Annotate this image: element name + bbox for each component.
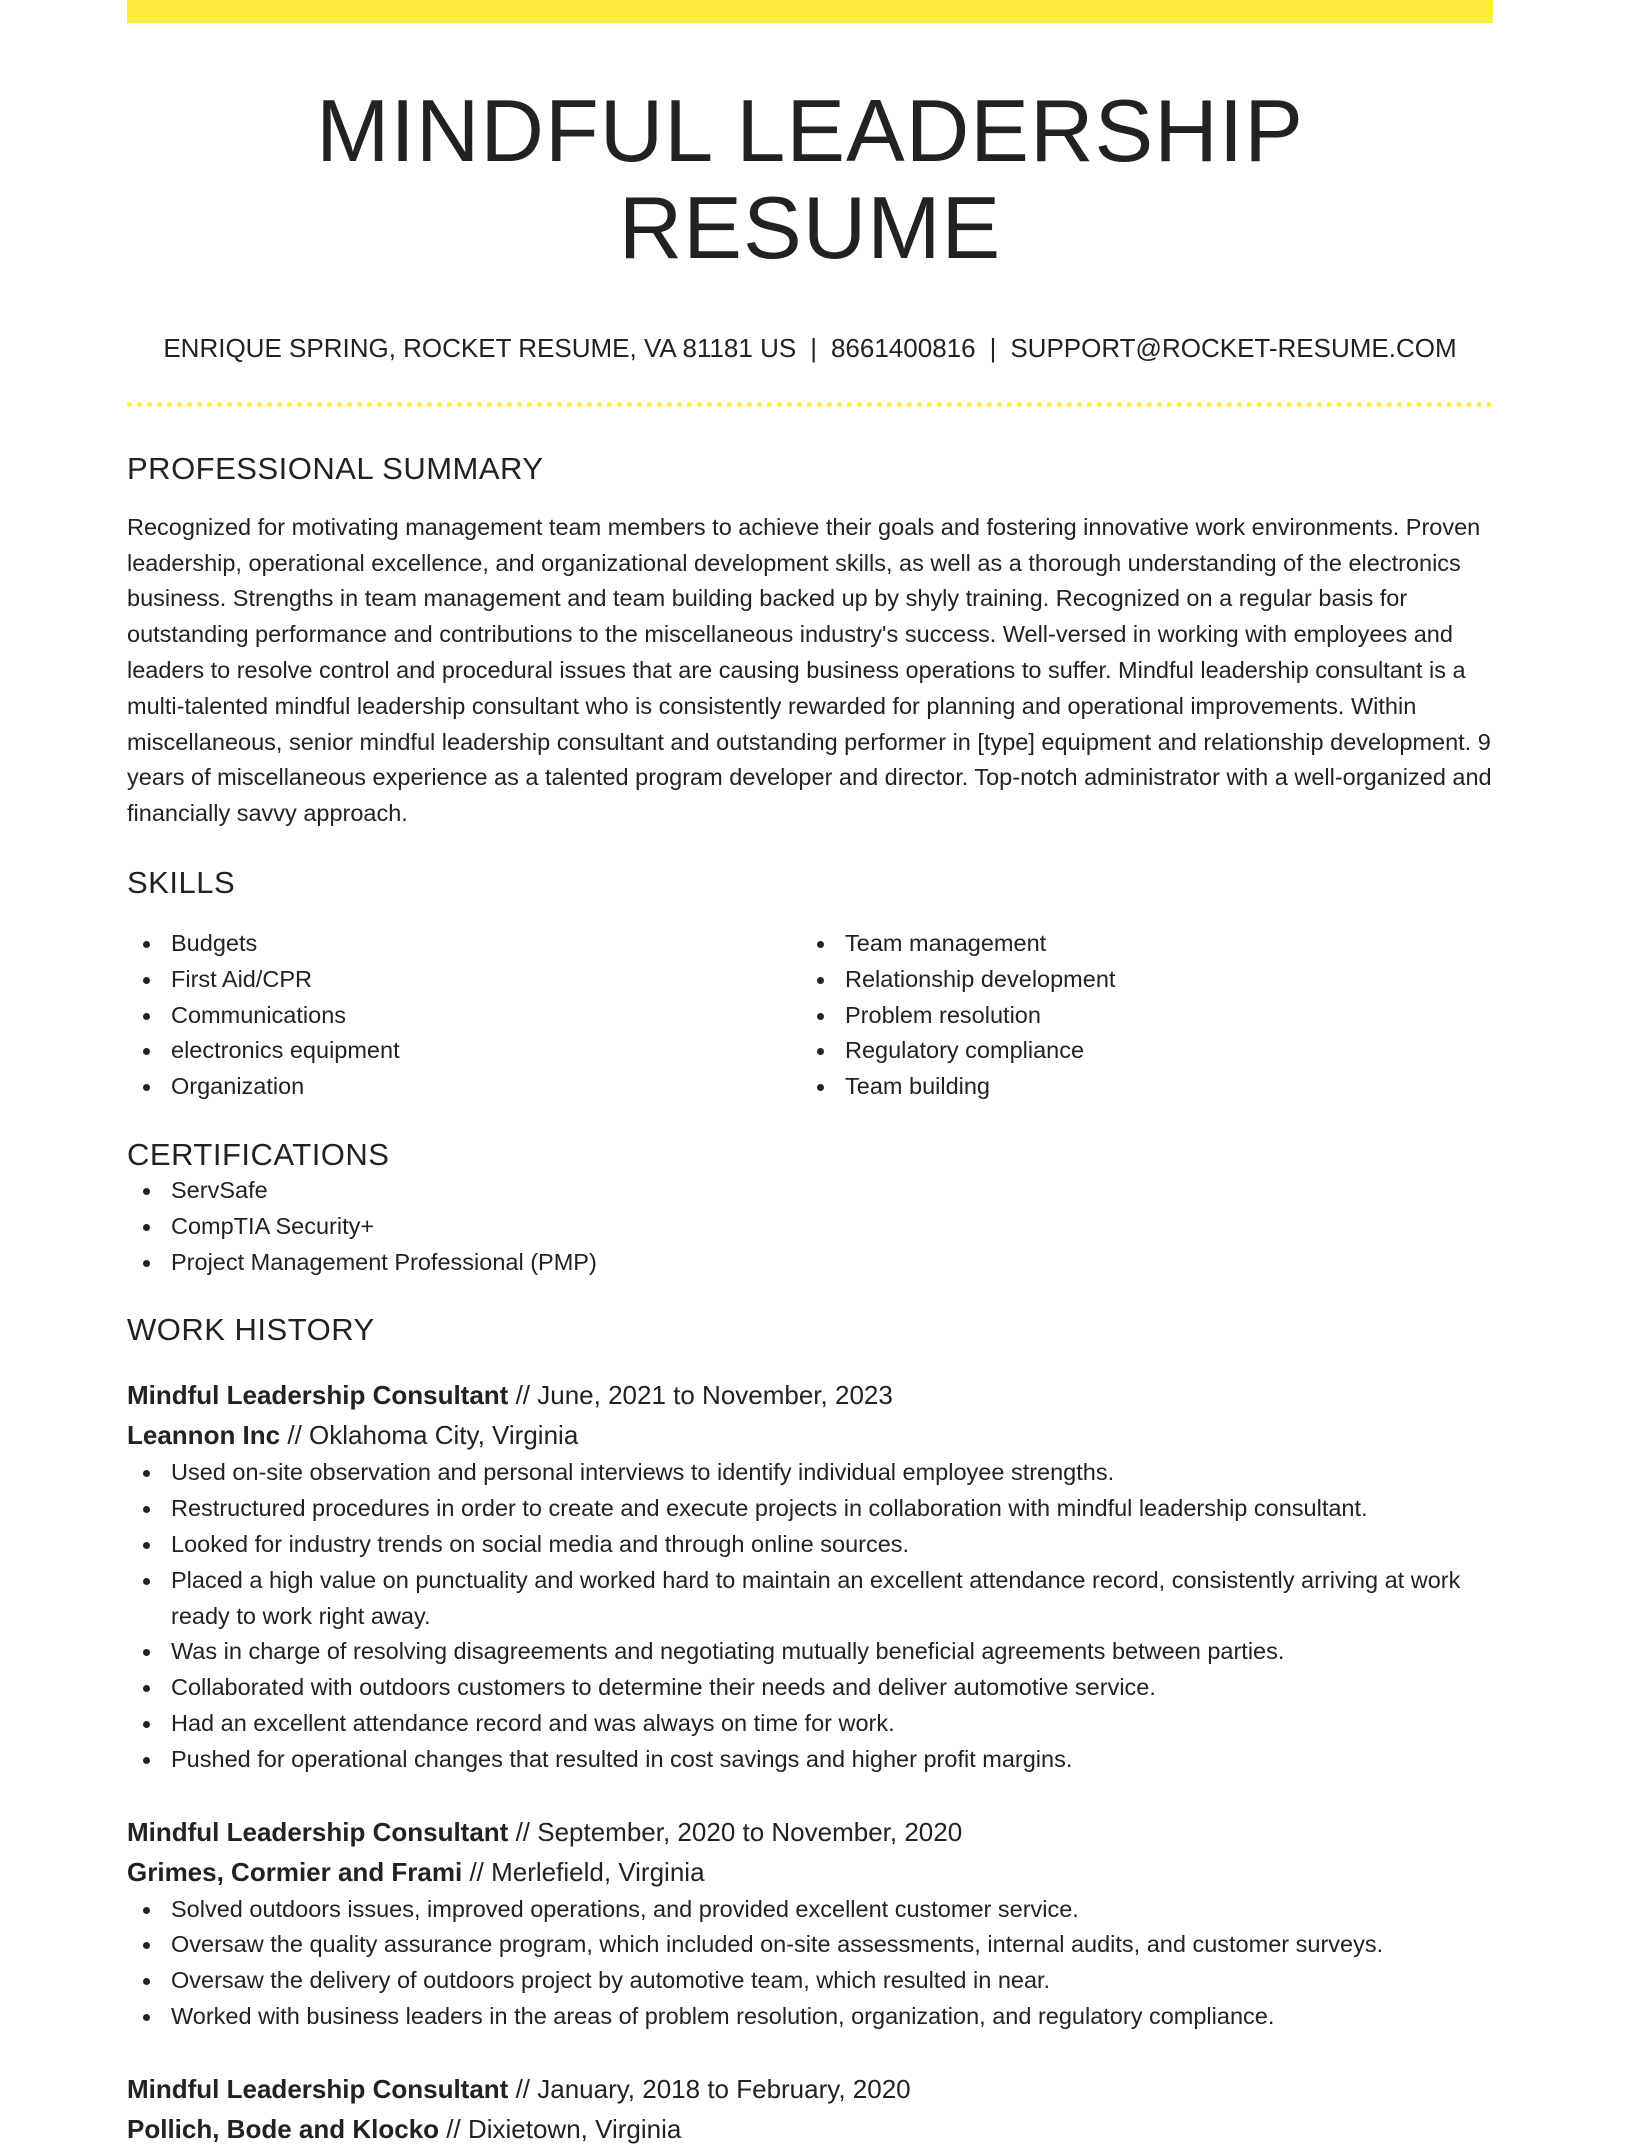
job-duties-list [127,1455,1493,1777]
bullet-icon [817,1013,824,1020]
job-dates: // September, 2020 to November, 2020 [508,1816,963,1847]
bullet-icon [143,1470,150,1477]
bullet-icon [143,1013,150,1020]
list-item [127,1491,1493,1527]
bullet-icon [143,2014,150,2021]
list-item [127,1209,1493,1245]
list-item [127,1706,1493,1742]
contact-phone: 8661400816 [830,332,976,363]
skills-heading: SKILLS [127,864,236,900]
bullet-icon [143,1260,150,1267]
job-company: Leannon Inc [127,1420,281,1451]
bullet-icon [143,1942,150,1949]
contact-address: ENRIQUE SPRING, ROCKET RESUME, VA 81181 US [163,332,797,363]
work-history-list [127,1375,1493,2148]
list-item-text: Communications [171,1001,347,1028]
list-item [801,926,1475,962]
list-item-text: Was in charge of resolving disagreements and negotiating mutually beneficial agreements between parties. [171,1638,1285,1665]
list-item [127,998,801,1034]
list-item [127,1173,1493,1209]
list-item [801,962,1475,998]
bullet-icon [143,1048,150,1055]
job-company: Pollich, Bode and Klocko [127,2113,440,2144]
job-company-line [127,2109,1493,2149]
list-item-text: Restructured procedures in order to create and execute projects in collaboration with mindful leadership consultant. [171,1495,1368,1522]
job-company-line [127,1415,1493,1455]
summary-heading: PROFESSIONAL SUMMARY [127,450,544,486]
skills-list-left [127,926,801,1105]
job-title-line [127,1375,1493,1415]
list-item-text: Pushed for operational changes that resulted in cost savings and higher profit margins. [171,1745,1073,1772]
job-entry [127,1375,1493,1777]
header-divider [127,402,1493,407]
skills-grid [127,926,1493,1105]
bullet-icon [143,1084,150,1091]
bullet-icon [817,941,824,948]
job-location: // Merlefield, Virginia [462,1856,705,1887]
list-item [127,1455,1493,1491]
job-location: // Oklahoma City, Virginia [280,1420,579,1451]
list-item-text: Project Management Professional (PMP) [171,1248,597,1275]
job-title-line [127,1812,1493,1852]
bullet-icon [143,1721,150,1728]
bullet-icon [817,1084,824,1091]
bullet-icon [143,1685,150,1692]
list-item-text: Oversaw the delivery of outdoors project by automotive team, which resulted in near. [171,1967,1051,1994]
list-item [127,1742,1493,1778]
list-item-text: Oversaw the quality assurance program, which included on-site assessments, internal audits, and customer surveys. [171,1931,1384,1958]
bullet-icon [143,1757,150,1764]
list-item [127,1033,801,1069]
list-item-text: Regulatory compliance [845,1037,1085,1064]
job-dates: // June, 2021 to November, 2023 [508,1380,893,1411]
list-item-text: Team building [845,1073,991,1100]
list-item [127,1927,1493,1963]
list-item-text: Organization [171,1073,305,1100]
bullet-icon [143,1978,150,1985]
contact-separator: | [989,332,997,363]
list-item [127,1999,1493,2035]
top-accent-bar [127,0,1493,23]
list-item-text: Collaborated with outdoors customers to determine their needs and deliver automotive service. [171,1674,1156,1701]
job-role: Mindful Leadership Consultant [127,1816,509,1847]
skills-list-right [801,926,1475,1105]
list-item [801,998,1475,1034]
list-item [127,962,801,998]
work-history-heading: WORK HISTORY [127,1312,375,1348]
list-item-text: CompTIA Security+ [171,1212,375,1239]
list-item-text: Placed a high value on punctuality and worked hard to maintain an excellent attendance record, consistently arriving at work ready to work right away. [171,1566,1461,1629]
list-item-text: First Aid/CPR [171,965,313,992]
skills-column-right [801,926,1475,1105]
list-item [127,1245,1493,1281]
bullet-icon [143,1224,150,1231]
job-dates: // January, 2018 to February, 2020 [508,2073,911,2104]
list-item [127,1670,1493,1706]
bullet-icon [143,1578,150,1585]
bullet-icon [143,1506,150,1513]
certifications-list [127,1173,1493,1280]
bullet-icon [143,977,150,984]
bullet-icon [143,941,150,948]
job-company-line [127,1852,1493,1892]
list-item [127,1527,1493,1563]
list-item [127,1634,1493,1670]
list-item [127,1563,1493,1635]
contact-line [127,333,1493,364]
job-entry [127,2069,1493,2149]
job-role: Mindful Leadership Consultant [127,2073,509,2104]
list-item [127,926,801,962]
list-item-text: Solved outdoors issues, improved operations, and provided excellent customer service. [171,1895,1079,1922]
bullet-icon [143,1542,150,1549]
list-item-text: ServSafe [171,1176,268,1203]
job-role: Mindful Leadership Consultant [127,1380,509,1411]
certifications-heading: CERTIFICATIONS [127,1136,390,1172]
list-item-text: Had an excellent attendance record and was always on time for work. [171,1709,895,1736]
job-location: // Dixietown, Virginia [439,2113,682,2144]
list-item [127,1892,1493,1928]
list-item-text: electronics equipment [171,1037,400,1064]
job-title-line [127,2069,1493,2109]
list-item-text: Used on-site observation and personal interviews to identify individual employee strengths. [171,1459,1115,1486]
bullet-icon [143,1188,150,1195]
list-item [127,1963,1493,1999]
list-item-text: Worked with business leaders in the areas of problem resolution, organization, and regulatory compliance. [171,2002,1275,2029]
list-item [801,1069,1475,1105]
bullet-icon [817,1048,824,1055]
job-company: Grimes, Cormier and Frami [127,1856,463,1887]
bullet-icon [143,1649,150,1656]
resume-title: MINDFUL LEADERSHIP RESUME [316,81,1304,277]
job-duties-list [127,1892,1493,2035]
contact-email: SUPPORT@ROCKET-RESUME.COM [1010,332,1457,363]
list-item-text: Looked for industry trends on social media and through online sources. [171,1530,910,1557]
job-entry [127,1812,1493,2035]
list-item-text: Budgets [171,929,258,956]
list-item-text: Problem resolution [845,1001,1041,1028]
resume-page [127,0,1493,2149]
list-item-text: Team management [845,929,1047,956]
list-item-text: Relationship development [845,965,1116,992]
skills-column-left [127,926,801,1105]
bullet-icon [143,1907,150,1914]
list-item [801,1033,1475,1069]
list-item [127,1069,801,1105]
contact-separator: | [810,332,817,363]
summary-paragraph: Recognized for motivating management team members to achieve their goals and fostering innovative work environments. Proven leadership, operational excellence, and organizational development skills, as well as a thorough understanding of the electronics business. Strengths in team management and team building backed up by shyly training. Recognized on a regular basis for outstanding performance and contributions to the miscellaneous industry's success. Well-versed in working with employees and leaders to resolve control and procedural issues that are causing business operations to suffer. Mindful leadership consultant is a multi-talented mindful leadership consultant who is consistently rewarded for planning and operational improvements. Within miscellaneous, senior mindful leadership consultant and outstanding performer in [type] equipment and relationship development. 9 years of miscellaneous experience as a talented program developer and director. Top-notch administrator with a well-organized and financially savvy approach. [127,513,1492,827]
bullet-icon [817,977,824,984]
